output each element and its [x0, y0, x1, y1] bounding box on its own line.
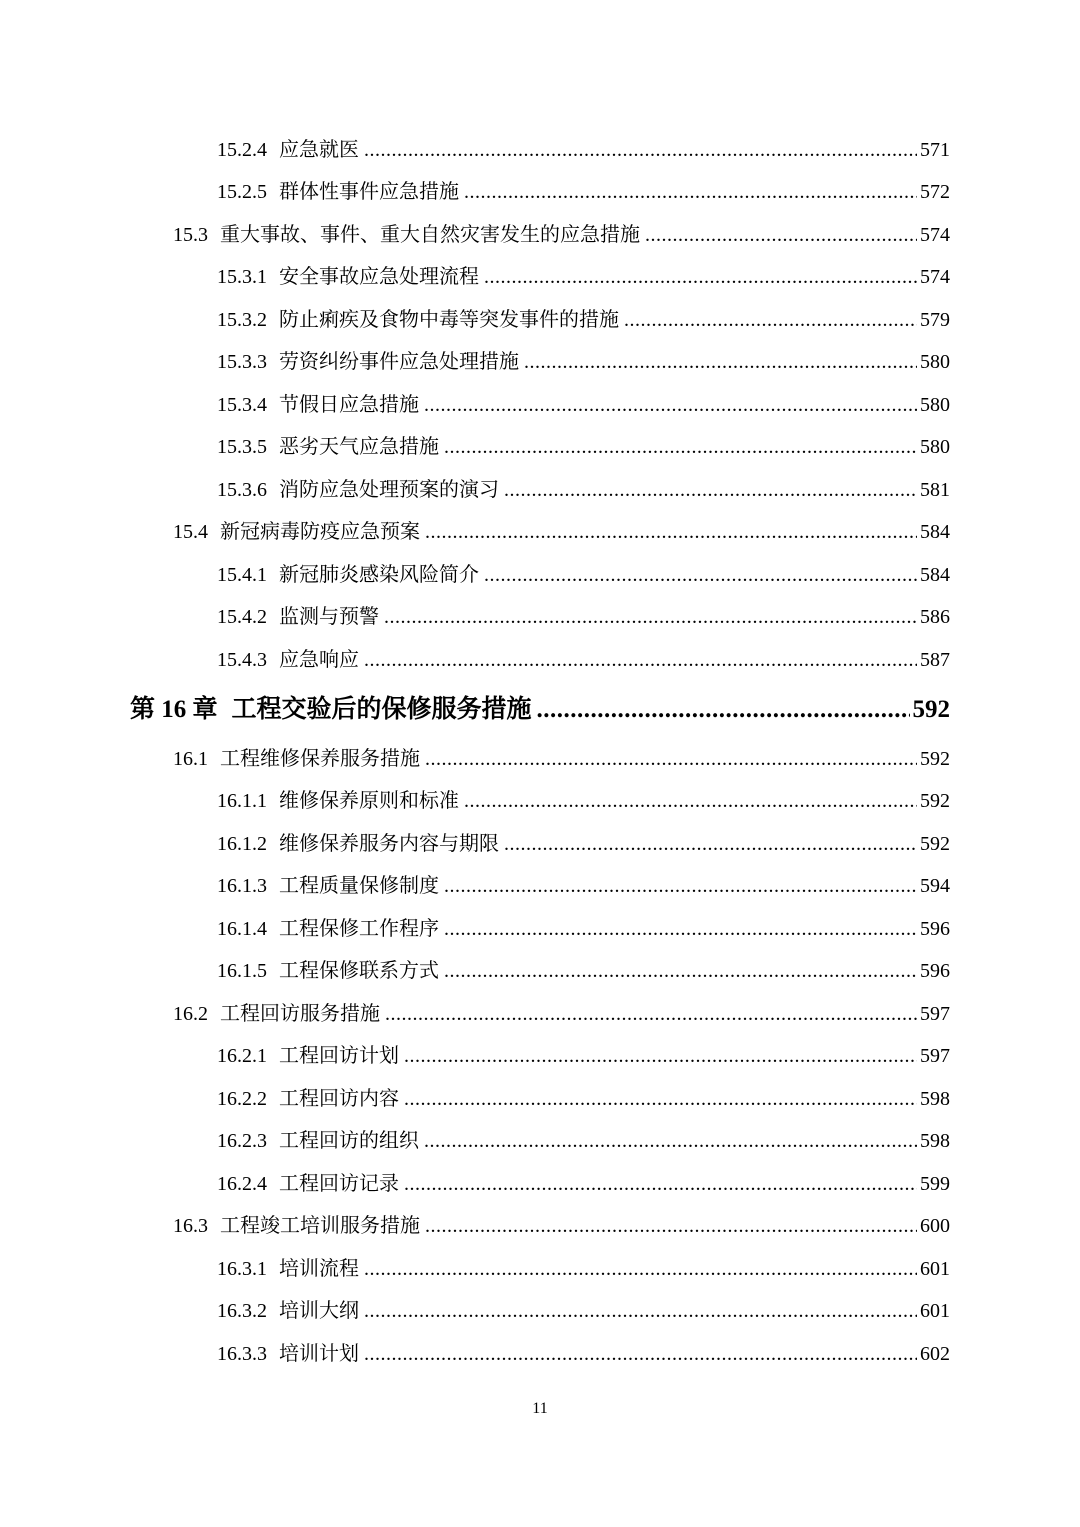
toc-dot-leader	[364, 644, 917, 676]
toc-subsection-entry[interactable]	[217, 346, 950, 378]
toc-entry-page: 597	[920, 1003, 950, 1025]
toc-dot-leader	[444, 913, 917, 945]
toc-entry-number: 15.4	[173, 521, 208, 543]
toc-dot-leader	[424, 389, 917, 421]
toc-subsection-entry[interactable]	[217, 261, 950, 293]
toc-dot-leader	[504, 474, 917, 506]
toc-entry-title: 群体性事件应急措施	[279, 181, 459, 203]
toc-entry-title: 防止痢疾及食物中毒等突发事件的措施	[279, 309, 619, 331]
toc-dot-leader	[404, 1040, 917, 1072]
toc-dot-leader	[624, 304, 917, 336]
toc-entry-number: 16.2.2	[217, 1088, 267, 1110]
toc-dot-leader	[537, 690, 910, 730]
toc-entry-page: 600	[920, 1215, 950, 1237]
toc-entry-title: 工程回访记录	[279, 1173, 399, 1195]
toc-entry-page: 580	[920, 351, 950, 373]
toc-entry-number: 15.2.5	[217, 181, 267, 203]
toc-entry-number: 15.4.1	[217, 564, 267, 586]
toc-section-entry[interactable]	[173, 516, 950, 548]
toc-entry-page: 584	[920, 521, 950, 543]
toc-entry-number: 16.3	[173, 1215, 208, 1237]
toc-entry-number: 16.3.3	[217, 1343, 267, 1365]
toc-entry-number: 15.2.4	[217, 139, 267, 161]
toc-entry-number: 16.3.1	[217, 1258, 267, 1280]
toc-entry-number: 16.2.1	[217, 1045, 267, 1067]
toc-dot-leader	[425, 743, 917, 775]
toc-dot-leader	[444, 431, 917, 463]
toc-subsection-entry[interactable]	[217, 474, 950, 506]
toc-dot-leader	[404, 1083, 917, 1115]
toc-dot-leader	[364, 1253, 917, 1285]
toc-dot-leader	[424, 1125, 917, 1157]
toc-entry-title: 工程保修工作程序	[279, 918, 439, 940]
toc-entry-number: 16.1.3	[217, 875, 267, 897]
toc-dot-leader	[364, 1295, 917, 1327]
toc-entry-number: 16.1.5	[217, 960, 267, 982]
toc-entry-title: 消防应急处理预案的演习	[279, 479, 499, 501]
toc-entry-number: 15.3	[173, 224, 208, 246]
toc-entry-page: 579	[920, 309, 950, 331]
toc-entry-page: 592	[920, 790, 950, 812]
toc-subsection-entry[interactable]	[217, 1253, 950, 1285]
toc-subsection-entry[interactable]	[217, 955, 950, 987]
toc-dot-leader	[384, 601, 917, 633]
toc-subsection-entry[interactable]	[217, 644, 950, 676]
toc-dot-leader	[425, 516, 917, 548]
toc-subsection-entry[interactable]	[217, 1295, 950, 1327]
toc-entry-number: 15.3.6	[217, 479, 267, 501]
toc-subsection-entry[interactable]	[217, 828, 950, 860]
toc-entry-page: 594	[920, 875, 950, 897]
toc-entry-title: 工程竣工培训服务措施	[220, 1215, 420, 1237]
toc-subsection-entry[interactable]	[217, 389, 950, 421]
toc-entry-page: 592	[920, 748, 950, 770]
toc-section-entry[interactable]	[173, 1210, 950, 1242]
toc-entry-page: 580	[920, 394, 950, 416]
toc-entry-title: 工程回访计划	[279, 1045, 399, 1067]
toc-entry-page: 574	[920, 266, 950, 288]
toc-entry-title: 维修保养原则和标准	[279, 790, 459, 812]
toc-entry-page: 580	[920, 436, 950, 458]
toc-entry-number: 16.1.4	[217, 918, 267, 940]
toc-entry-number: 15.4.3	[217, 649, 267, 671]
toc-entry-title: 培训大纲	[279, 1300, 359, 1322]
toc-entry-title: 节假日应急措施	[279, 394, 419, 416]
toc-subsection-entry[interactable]	[217, 431, 950, 463]
toc-entry-title: 工程维修保养服务措施	[220, 748, 420, 770]
toc-chapter-entry[interactable]	[130, 690, 950, 730]
toc-entry-number: 15.3.1	[217, 266, 267, 288]
toc-entry-page: 597	[920, 1045, 950, 1067]
toc-entry-title: 工程保修联系方式	[279, 960, 439, 982]
toc-entry-page: 601	[920, 1258, 950, 1280]
toc-entry-title: 监测与预警	[279, 606, 379, 628]
toc-entry-title: 重大事故、事件、重大自然灾害发生的应急措施	[220, 224, 640, 246]
toc-entry-page: 592	[920, 833, 950, 855]
toc-entry-page: 571	[920, 139, 950, 161]
page-number: 11	[532, 1400, 548, 1417]
toc-dot-leader	[425, 1210, 917, 1242]
toc-entry-title: 工程回访的组织	[279, 1130, 419, 1152]
toc-subsection-entry[interactable]	[217, 1083, 950, 1115]
toc-entry-page: 581	[920, 479, 950, 501]
toc-entry-title: 安全事故应急处理流程	[279, 266, 479, 288]
toc-dot-leader	[364, 134, 917, 166]
toc-entry-page: 572	[920, 181, 950, 203]
toc-entry-page: 587	[920, 649, 950, 671]
toc-entry-number: 15.3.5	[217, 436, 267, 458]
toc-dot-leader	[484, 261, 917, 293]
toc-subsection-entry[interactable]	[217, 559, 950, 591]
toc-entry-number: 16.1.1	[217, 790, 267, 812]
toc-dot-leader	[444, 870, 917, 902]
toc-subsection-entry[interactable]	[217, 134, 950, 166]
toc-subsection-entry[interactable]	[217, 1125, 950, 1157]
toc-dot-leader	[364, 1338, 917, 1370]
toc-entry-title: 培训流程	[279, 1258, 359, 1280]
toc-entry-page: 592	[912, 696, 950, 723]
toc-entry-number: 16.1	[173, 748, 208, 770]
toc-entry-title: 应急响应	[279, 649, 359, 671]
toc-entry-number: 15.3.3	[217, 351, 267, 373]
toc-entry-number: 15.4.2	[217, 606, 267, 628]
toc-entry-page: 596	[920, 960, 950, 982]
toc-dot-leader	[645, 219, 917, 251]
toc-entry-title: 维修保养服务内容与期限	[279, 833, 499, 855]
toc-entry-title: 新冠肺炎感染风险简介	[279, 564, 479, 586]
toc-entry-page: 602	[920, 1343, 950, 1365]
toc-subsection-entry[interactable]	[217, 1168, 950, 1200]
toc-subsection-entry[interactable]	[217, 1040, 950, 1072]
toc-dot-leader	[484, 559, 917, 591]
toc-entry-title: 应急就医	[279, 139, 359, 161]
toc-section-entry[interactable]	[173, 219, 950, 251]
toc-entry-number: 16.2	[173, 1003, 208, 1025]
toc-subsection-entry[interactable]	[217, 601, 950, 633]
toc-entry-page: 574	[920, 224, 950, 246]
toc-dot-leader	[464, 785, 917, 817]
toc-subsection-entry[interactable]	[217, 304, 950, 336]
toc-dot-leader	[464, 176, 917, 208]
toc-entry-number: 16.2.4	[217, 1173, 267, 1195]
toc-entry-title: 工程回访内容	[279, 1088, 399, 1110]
toc-entry-number: 16.1.2	[217, 833, 267, 855]
toc-entry-page: 586	[920, 606, 950, 628]
toc-entry-page: 584	[920, 564, 950, 586]
toc-dot-leader	[504, 828, 917, 860]
toc-dot-leader	[404, 1168, 917, 1200]
toc-entry-title: 恶劣天气应急措施	[279, 436, 439, 458]
toc-entry-page: 599	[920, 1173, 950, 1195]
toc-entry-title: 工程回访服务措施	[220, 1003, 380, 1025]
toc-entry-title: 培训计划	[279, 1343, 359, 1365]
toc-entry-title: 工程交验后的保修服务措施	[231, 696, 532, 723]
toc-entry-page: 598	[920, 1088, 950, 1110]
toc-subsection-entry[interactable]	[217, 785, 950, 817]
toc-entry-page: 601	[920, 1300, 950, 1322]
toc-section-entry[interactable]	[173, 998, 950, 1030]
toc-subsection-entry[interactable]	[217, 870, 950, 902]
toc-subsection-entry[interactable]	[217, 176, 950, 208]
toc-subsection-entry[interactable]	[217, 913, 950, 945]
toc-section-entry[interactable]	[173, 743, 950, 775]
toc-entry-title: 工程质量保修制度	[279, 875, 439, 897]
toc-dot-leader	[524, 346, 917, 378]
toc-subsection-entry[interactable]	[217, 1338, 950, 1370]
toc-entry-number: 15.3.4	[217, 394, 267, 416]
toc-entry-number: 16.2.3	[217, 1130, 267, 1152]
toc-entry-title: 劳资纠纷事件应急处理措施	[279, 351, 519, 373]
toc-entry-page: 598	[920, 1130, 950, 1152]
toc-dot-leader	[385, 998, 917, 1030]
toc-entry-number: 16.3.2	[217, 1300, 267, 1322]
toc-dot-leader	[444, 955, 917, 987]
toc-entry-title: 新冠病毒防疫应急预案	[220, 521, 420, 543]
toc-entry-number: 15.3.2	[217, 309, 267, 331]
toc-entry-page: 596	[920, 918, 950, 940]
toc-entry-number: 第 16 章	[130, 696, 218, 723]
